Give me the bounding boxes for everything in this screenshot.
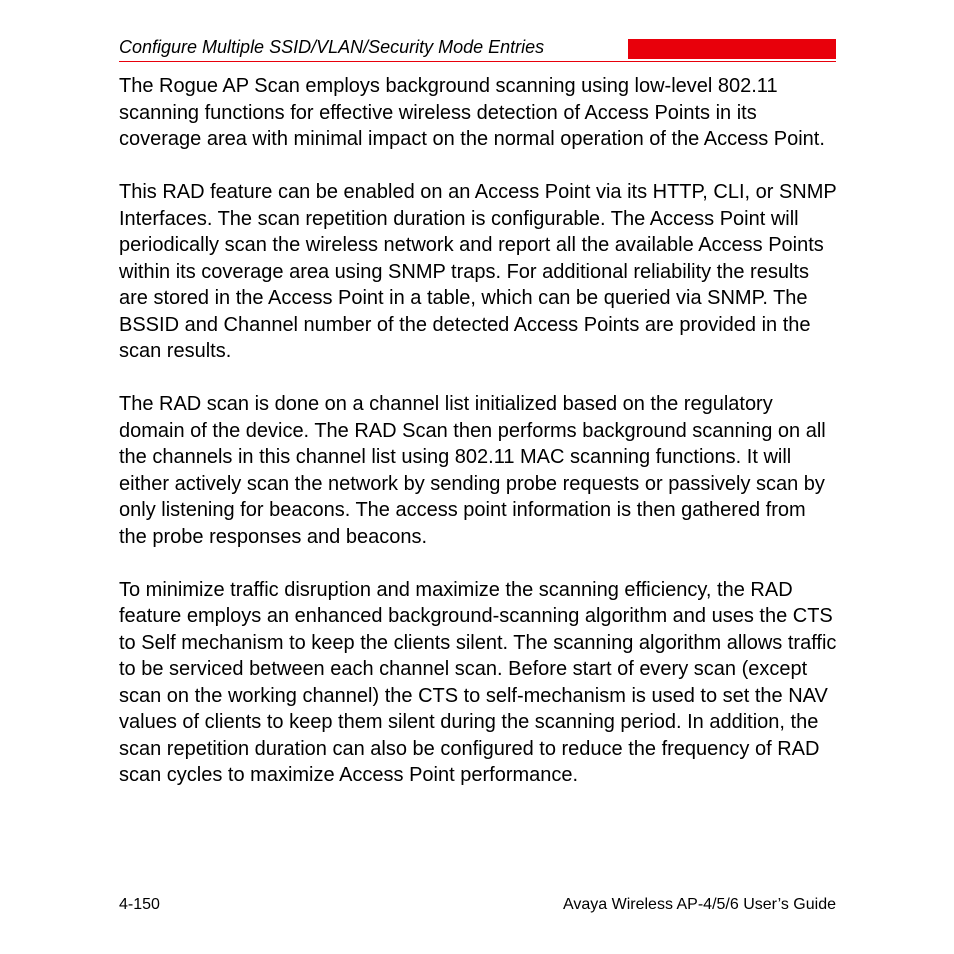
header-accent-bar	[628, 39, 836, 59]
header-rule	[119, 61, 836, 62]
paragraph-rogue-ap-scan: The Rogue AP Scan employs background scanning using low-level 802.11 scanning functions for effective wireless detection of Access Points in its coverage area with minimal impact on the normal operation of the Access Point.	[119, 75, 825, 150]
page-number: 4-150	[119, 896, 160, 913]
paragraph-traffic-disruption: To minimize traffic disruption and maximize the scanning efficiency, the RAD feature employs an enhanced background-scanning algorithm and uses the CTS to Self mechanism to keep the clients silent. The scanning algorithm allows traffic to be serviced between each channel scan. Before start of every scan (except scan on the working channel) the CTS to self-mechanism is used to set the NAV values of clients to keep them silent during the scanning period. In addition, the scan repetition duration can also be configured to reduce the frequency of RAD scan cycles to maximize Access Point performance.	[119, 578, 837, 786]
body-text	[119, 73, 839, 815]
page-header	[119, 36, 836, 62]
paragraph-rad-feature: This RAD feature can be enabled on an Access Point via its HTTP, CLI, or SNMP Interfaces. The scan repetition duration is configurable. The Access Point will periodically scan the wireless network and report all the available Access Points within its coverage area using SNMP traps. For additional reliability the results are stored in the Access Point in a table, which can be queried via SNMP. The BSSID and Channel number of the detected Access Points are provided in the scan results.	[119, 181, 837, 362]
header-title: Configure Multiple SSID/VLAN/Security Mode Entries	[119, 37, 545, 57]
paragraph-rad-scan-channels: The RAD scan is done on a channel list initialized based on the regulatory domain of the device. The RAD Scan then performs background scanning on all the channels in this channel list using 802.11 MAC scanning functions. It will either actively scan the network by sending probe requests or passively scan by only listening for beacons. The access point information is then gathered from the probe responses and beacons.	[119, 393, 826, 548]
guide-title: Avaya Wireless AP-4/5/6 User’s Guide	[562, 896, 836, 913]
page-footer	[119, 895, 836, 917]
